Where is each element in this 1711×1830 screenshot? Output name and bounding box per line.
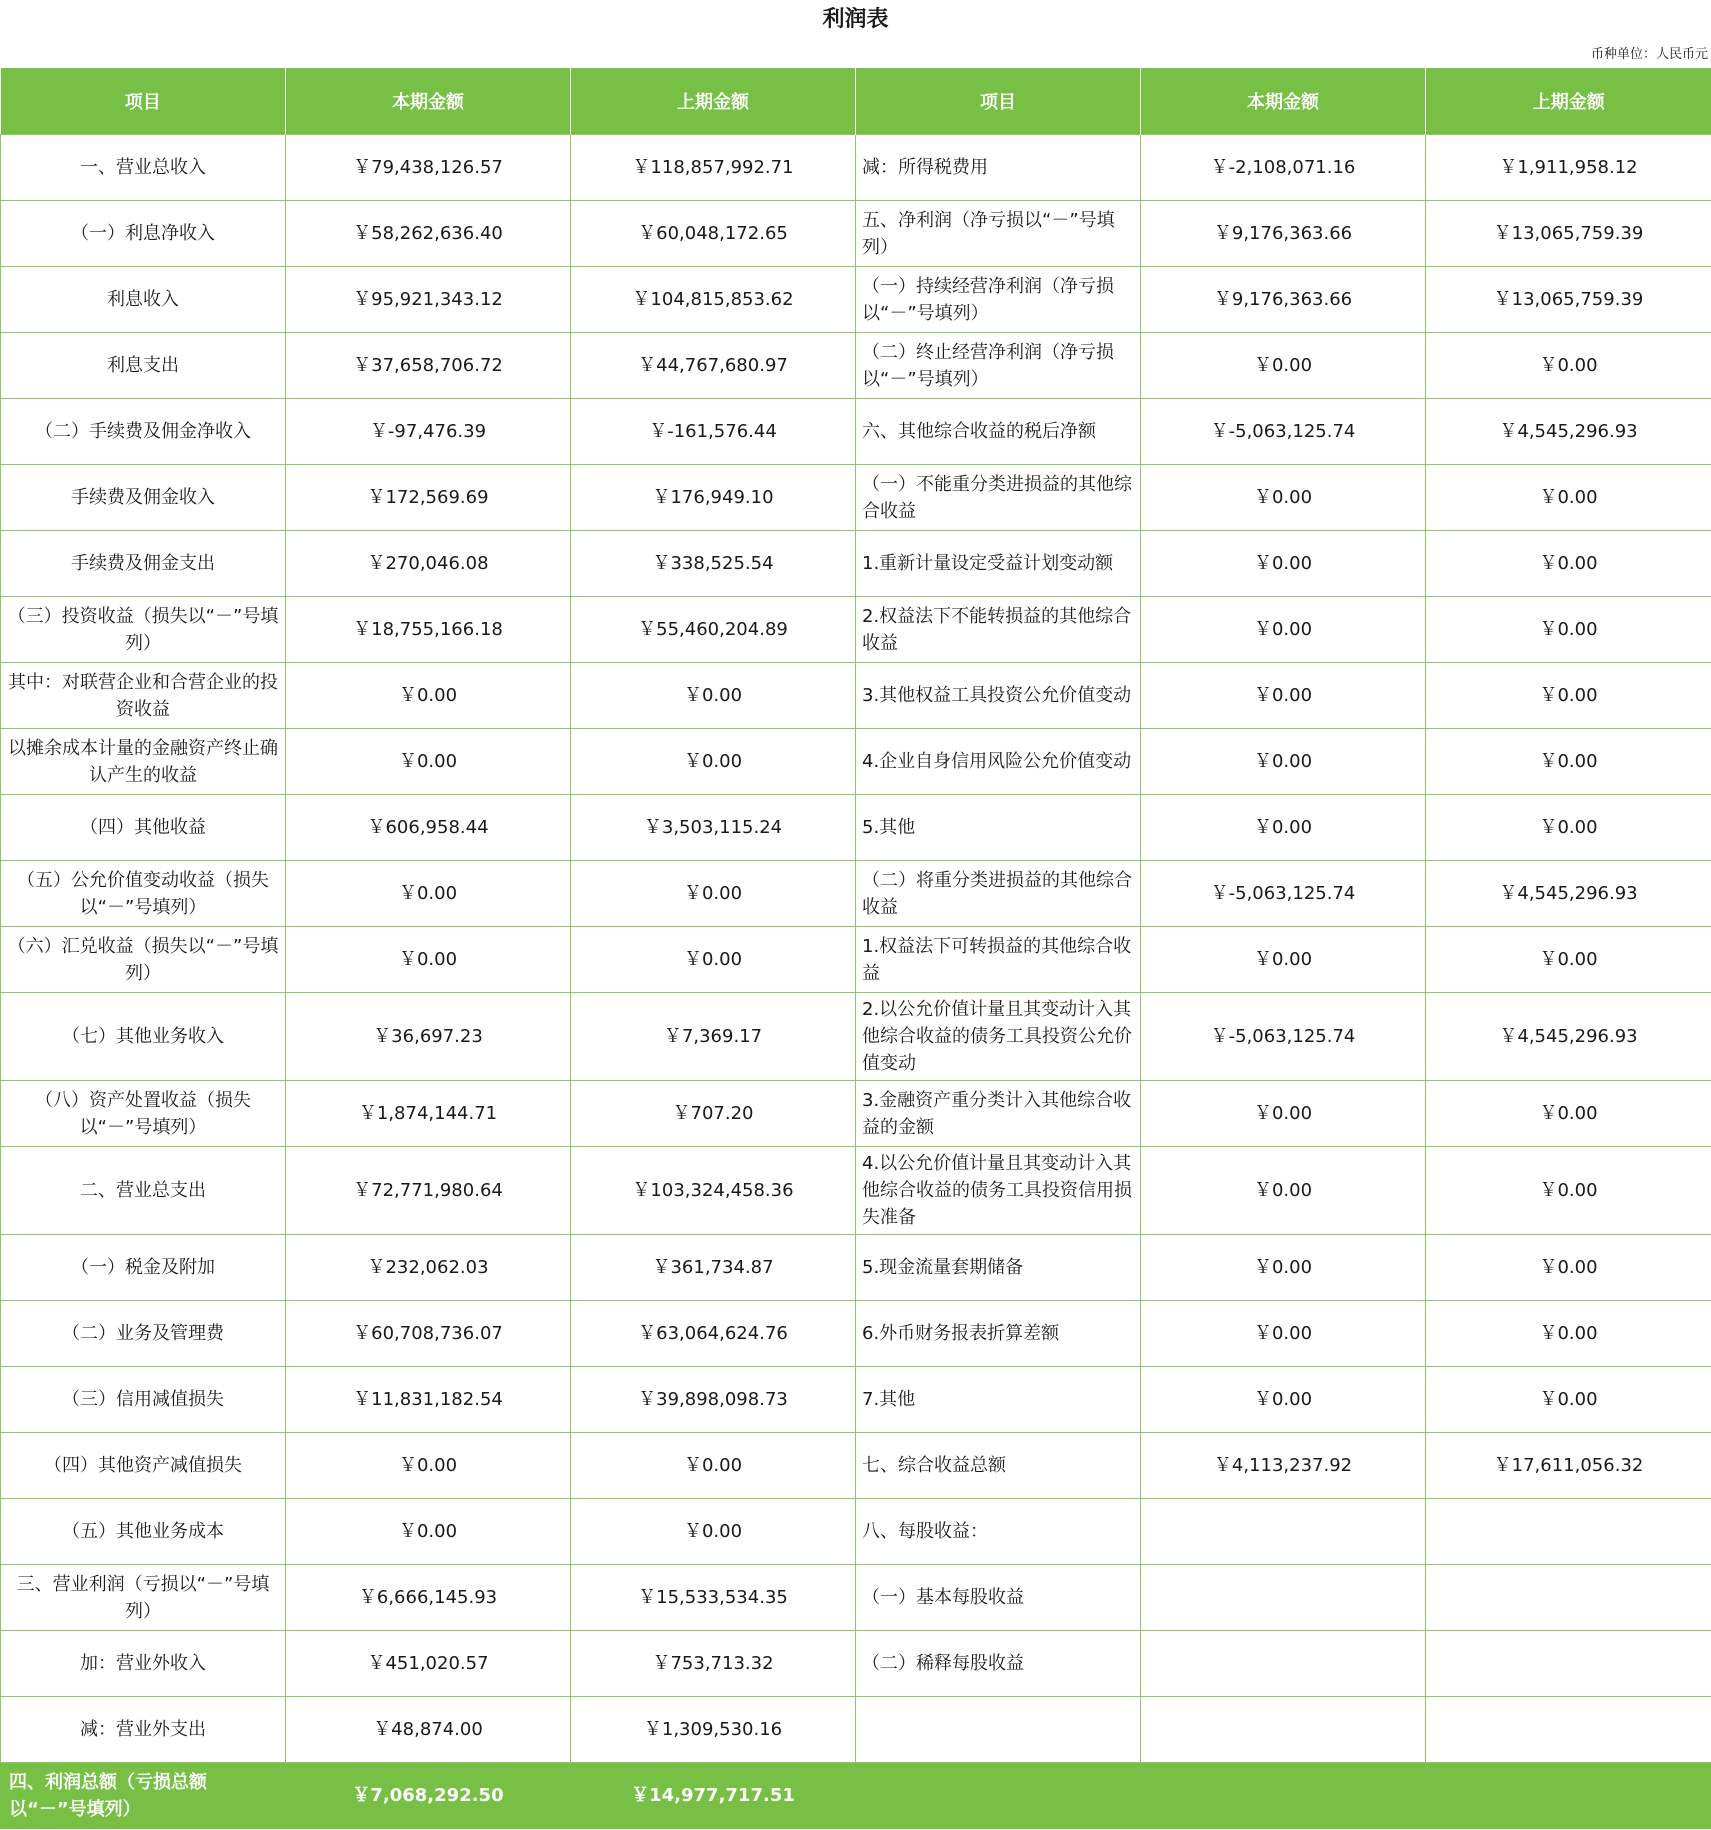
left-previous-amount: ￥3,503,115.24 (571, 795, 856, 861)
right-previous-amount: ￥1,911,958.12 (1426, 135, 1711, 201)
table-row (1, 1631, 1711, 1697)
right-item-label: 六、其他综合收益的税后净额 (856, 399, 1141, 465)
left-current-amount: ￥606,958.44 (286, 795, 571, 861)
right-previous-amount: ￥4,545,296.93 (1426, 861, 1711, 927)
left-previous-amount: ￥7,369.17 (571, 993, 856, 1081)
right-previous-amount: ￥0.00 (1426, 1235, 1711, 1301)
right-current-amount: ￥0.00 (1141, 531, 1426, 597)
left-previous-amount: ￥118,857,992.71 (571, 135, 856, 201)
table-row (1, 1301, 1711, 1367)
left-previous-amount: ￥0.00 (571, 663, 856, 729)
table-row (1, 1565, 1711, 1631)
table-row (1, 1147, 1711, 1235)
right-item-label: 五、净利润（净亏损以“－”号填列） (856, 201, 1141, 267)
right-current-amount: ￥0.00 (1141, 465, 1426, 531)
table-row (1, 333, 1711, 399)
left-previous-amount: ￥0.00 (571, 927, 856, 993)
left-previous-amount: ￥103,324,458.36 (571, 1147, 856, 1235)
right-previous-amount: ￥0.00 (1426, 1147, 1711, 1235)
right-current-amount: ￥9,176,363.66 (1141, 201, 1426, 267)
left-item-label: 减：营业外支出 (1, 1697, 286, 1763)
right-item-label: 6.外币财务报表折算差额 (856, 1301, 1141, 1367)
right-current-amount: ￥-5,063,125.74 (1141, 861, 1426, 927)
left-current-amount: ￥58,262,636.40 (286, 201, 571, 267)
table-row (1, 993, 1711, 1081)
table-row (1, 927, 1711, 993)
left-item-label: （二）业务及管理费 (1, 1301, 286, 1367)
right-current-amount: ￥0.00 (1141, 729, 1426, 795)
header-current-left: 本期金额 (286, 68, 571, 135)
left-item-label: 以摊余成本计量的金融资产终止确认产生的收益 (1, 729, 286, 795)
table-row (1, 531, 1711, 597)
left-current-amount: ￥0.00 (286, 663, 571, 729)
left-current-amount: ￥11,831,182.54 (286, 1367, 571, 1433)
right-item-label (856, 1697, 1141, 1763)
left-item-label: （四）其他收益 (1, 795, 286, 861)
total-row-empty-cell (856, 1763, 1711, 1829)
right-item-label: 3.金融资产重分类计入其他综合收益的金额 (856, 1081, 1141, 1147)
right-item-label: 七、综合收益总额 (856, 1433, 1141, 1499)
table-row (1, 135, 1711, 201)
table-row (1, 861, 1711, 927)
left-item-label: 加：营业外收入 (1, 1631, 286, 1697)
right-current-amount (1141, 1499, 1426, 1565)
table-body (1, 135, 1711, 1829)
right-current-amount: ￥4,113,237.92 (1141, 1433, 1426, 1499)
table-row (1, 399, 1711, 465)
right-previous-amount: ￥0.00 (1426, 531, 1711, 597)
left-item-label: （一）税金及附加 (1, 1235, 286, 1301)
right-item-label: （一）不能重分类进损益的其他综合收益 (856, 465, 1141, 531)
right-previous-amount: ￥0.00 (1426, 597, 1711, 663)
right-previous-amount: ￥0.00 (1426, 795, 1711, 861)
right-previous-amount: ￥13,065,759.39 (1426, 201, 1711, 267)
table-row (1, 597, 1711, 663)
right-item-label: （二）终止经营净利润（净亏损以“－”号填列） (856, 333, 1141, 399)
left-current-amount: ￥18,755,166.18 (286, 597, 571, 663)
right-previous-amount: ￥13,065,759.39 (1426, 267, 1711, 333)
left-current-amount: ￥0.00 (286, 861, 571, 927)
right-current-amount: ￥0.00 (1141, 1367, 1426, 1433)
table-row (1, 1499, 1711, 1565)
right-current-amount (1141, 1697, 1426, 1763)
left-item-label: 手续费及佣金收入 (1, 465, 286, 531)
right-item-label: 5.其他 (856, 795, 1141, 861)
header-previous-left: 上期金额 (571, 68, 856, 135)
left-previous-amount: ￥0.00 (571, 729, 856, 795)
right-previous-amount: ￥0.00 (1426, 1081, 1711, 1147)
left-item-label: （一）利息净收入 (1, 201, 286, 267)
left-current-amount: ￥95,921,343.12 (286, 267, 571, 333)
left-previous-amount: ￥55,460,204.89 (571, 597, 856, 663)
left-previous-amount: ￥1,309,530.16 (571, 1697, 856, 1763)
left-current-amount: ￥232,062.03 (286, 1235, 571, 1301)
left-previous-amount: ￥338,525.54 (571, 531, 856, 597)
left-item-label: （三）投资收益（损失以“－”号填列） (1, 597, 286, 663)
left-previous-amount: ￥104,815,853.62 (571, 267, 856, 333)
left-item-label: （四）其他资产减值损失 (1, 1433, 286, 1499)
left-previous-amount: ￥0.00 (571, 1433, 856, 1499)
right-current-amount: ￥0.00 (1141, 1081, 1426, 1147)
right-current-amount: ￥0.00 (1141, 1235, 1426, 1301)
left-current-amount: ￥172,569.69 (286, 465, 571, 531)
table-row (1, 729, 1711, 795)
right-previous-amount: ￥0.00 (1426, 927, 1711, 993)
left-previous-amount: ￥39,898,098.73 (571, 1367, 856, 1433)
left-previous-amount: ￥707.20 (571, 1081, 856, 1147)
right-previous-amount: ￥0.00 (1426, 1301, 1711, 1367)
right-current-amount: ￥0.00 (1141, 927, 1426, 993)
left-previous-amount: ￥0.00 (571, 1499, 856, 1565)
left-previous-amount: ￥753,713.32 (571, 1631, 856, 1697)
left-previous-amount: ￥361,734.87 (571, 1235, 856, 1301)
left-item-label: （八）资产处置收益（损失以“－”号填列） (1, 1081, 286, 1147)
right-current-amount: ￥0.00 (1141, 597, 1426, 663)
left-item-label: 利息收入 (1, 267, 286, 333)
left-item-label: 一、营业总收入 (1, 135, 286, 201)
right-current-amount: ￥0.00 (1141, 333, 1426, 399)
table-row (1, 663, 1711, 729)
right-previous-amount: ￥0.00 (1426, 1367, 1711, 1433)
right-item-label: （一）持续经营净利润（净亏损以“－”号填列） (856, 267, 1141, 333)
report-title: 利润表 (822, 7, 889, 32)
left-item-label: （二）手续费及佣金净收入 (1, 399, 286, 465)
left-previous-amount: ￥60,048,172.65 (571, 201, 856, 267)
right-previous-amount: ￥0.00 (1426, 663, 1711, 729)
left-item-label: 手续费及佣金支出 (1, 531, 286, 597)
header-previous-right: 上期金额 (1426, 68, 1711, 135)
left-current-amount: ￥60,708,736.07 (286, 1301, 571, 1367)
left-current-amount: ￥1,874,144.71 (286, 1081, 571, 1147)
left-current-amount: ￥79,438,126.57 (286, 135, 571, 201)
right-item-label: 4.以公允价值计量且其变动计入其他综合收益的债务工具投资信用损失准备 (856, 1147, 1141, 1235)
right-previous-amount (1426, 1565, 1711, 1631)
left-previous-amount: ￥44,767,680.97 (571, 333, 856, 399)
left-item-label: （七）其他业务收入 (1, 993, 286, 1081)
total-profit-previous: ￥14,977,717.51 (571, 1763, 856, 1829)
table-row (1, 1697, 1711, 1763)
right-current-amount: ￥-5,063,125.74 (1141, 993, 1426, 1081)
left-item-label: （五）其他业务成本 (1, 1499, 286, 1565)
right-current-amount: ￥0.00 (1141, 1147, 1426, 1235)
right-previous-amount: ￥4,545,296.93 (1426, 399, 1711, 465)
right-item-label: 2.以公允价值计量且其变动计入其他综合收益的债务工具投资公允价值变动 (856, 993, 1141, 1081)
left-current-amount: ￥6,666,145.93 (286, 1565, 571, 1631)
right-current-amount: ￥-5,063,125.74 (1141, 399, 1426, 465)
left-current-amount: ￥451,020.57 (286, 1631, 571, 1697)
table-row (1, 1081, 1711, 1147)
total-profit-row (1, 1763, 1711, 1829)
table-row (1, 795, 1711, 861)
right-current-amount: ￥9,176,363.66 (1141, 267, 1426, 333)
right-previous-amount: ￥0.00 (1426, 333, 1711, 399)
left-item-label: （六）汇兑收益（损失以“－”号填列） (1, 927, 286, 993)
currency-unit-note: 币种单位：人民币元 (1590, 47, 1708, 62)
header-current-right: 本期金额 (1141, 68, 1426, 135)
right-item-label: （二）将重分类进损益的其他综合收益 (856, 861, 1141, 927)
right-previous-amount (1426, 1499, 1711, 1565)
left-previous-amount: ￥63,064,624.76 (571, 1301, 856, 1367)
right-current-amount: ￥0.00 (1141, 663, 1426, 729)
left-current-amount: ￥-97,476.39 (286, 399, 571, 465)
right-previous-amount: ￥0.00 (1426, 465, 1711, 531)
header-row (1, 68, 1711, 135)
left-current-amount: ￥72,771,980.64 (286, 1147, 571, 1235)
left-item-label: （五）公允价值变动收益（损失以“－”号填列） (1, 861, 286, 927)
right-item-label: 7.其他 (856, 1367, 1141, 1433)
left-item-label: （三）信用减值损失 (1, 1367, 286, 1433)
right-item-label: 1.重新计量设定受益计划变动额 (856, 531, 1141, 597)
right-item-label: 3.其他权益工具投资公允价值变动 (856, 663, 1141, 729)
table-row (1, 1367, 1711, 1433)
left-previous-amount: ￥15,533,534.35 (571, 1565, 856, 1631)
right-item-label: 2.权益法下不能转损益的其他综合收益 (856, 597, 1141, 663)
right-previous-amount: ￥4,545,296.93 (1426, 993, 1711, 1081)
total-profit-current: ￥7,068,292.50 (286, 1763, 571, 1829)
left-current-amount: ￥0.00 (286, 729, 571, 795)
left-current-amount: ￥270,046.08 (286, 531, 571, 597)
left-current-amount: ￥36,697.23 (286, 993, 571, 1081)
table-row (1, 201, 1711, 267)
left-current-amount: ￥0.00 (286, 1433, 571, 1499)
left-previous-amount: ￥0.00 (571, 861, 856, 927)
right-item-label: （一）基本每股收益 (856, 1565, 1141, 1631)
left-current-amount: ￥0.00 (286, 927, 571, 993)
left-item-label: 其中：对联营企业和合营企业的投资收益 (1, 663, 286, 729)
table-row (1, 267, 1711, 333)
total-profit-label: 四、利润总额（亏损总额以“－”号填列） (1, 1763, 286, 1829)
right-current-amount (1141, 1565, 1426, 1631)
right-item-label: 减：所得税费用 (856, 135, 1141, 201)
left-current-amount: ￥0.00 (286, 1499, 571, 1565)
left-item-label: 三、营业利润（亏损以“－”号填列） (1, 1565, 286, 1631)
left-previous-amount: ￥176,949.10 (571, 465, 856, 531)
right-current-amount: ￥0.00 (1141, 1301, 1426, 1367)
left-previous-amount: ￥-161,576.44 (571, 399, 856, 465)
table-row (1, 1433, 1711, 1499)
right-item-label: 八、每股收益： (856, 1499, 1141, 1565)
right-item-label: 1.权益法下可转损益的其他综合收益 (856, 927, 1141, 993)
right-previous-amount (1426, 1697, 1711, 1763)
table-row (1, 1235, 1711, 1301)
right-previous-amount (1426, 1631, 1711, 1697)
left-current-amount: ￥37,658,706.72 (286, 333, 571, 399)
right-item-label: 5.现金流量套期储备 (856, 1235, 1141, 1301)
right-previous-amount: ￥0.00 (1426, 729, 1711, 795)
table-row (1, 465, 1711, 531)
right-current-amount: ￥-2,108,071.16 (1141, 135, 1426, 201)
header-item-right: 项目 (856, 68, 1141, 135)
left-item-label: 二、营业总支出 (1, 1147, 286, 1235)
right-item-label: （二）稀释每股收益 (856, 1631, 1141, 1697)
right-current-amount (1141, 1631, 1426, 1697)
right-current-amount: ￥0.00 (1141, 795, 1426, 861)
right-item-label: 4.企业自身信用风险公允价值变动 (856, 729, 1141, 795)
right-previous-amount: ￥17,611,056.32 (1426, 1433, 1711, 1499)
header-item-left: 项目 (1, 68, 286, 135)
left-current-amount: ￥48,874.00 (286, 1697, 571, 1763)
income-statement-table (0, 68, 1711, 1829)
left-item-label: 利息支出 (1, 333, 286, 399)
